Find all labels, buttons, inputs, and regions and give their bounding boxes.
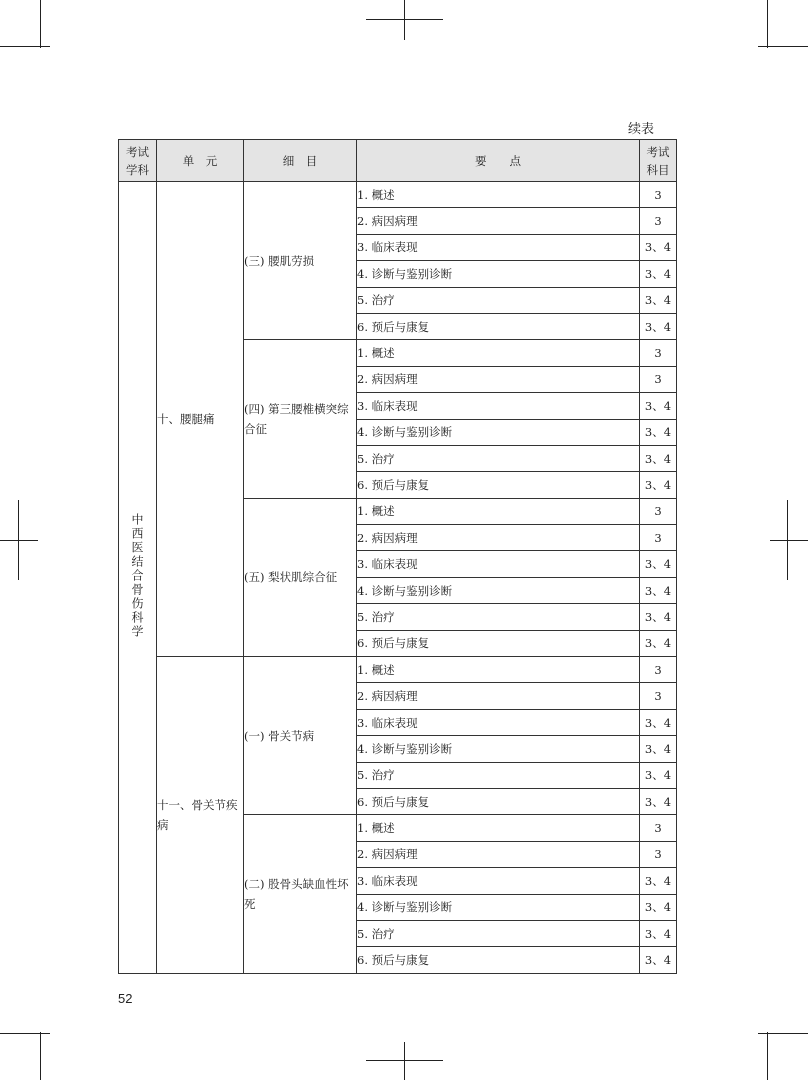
exam-code-cell: 3、4 <box>640 947 677 973</box>
table-body <box>119 182 677 974</box>
exam-code-cell: 3、4 <box>640 604 677 630</box>
point-cell: 2. 病因病理 <box>357 683 640 709</box>
unit-cell: 十一、骨关节疾病 <box>157 657 244 974</box>
header-unit: 单 元 <box>157 140 244 182</box>
exam-code-cell: 3、4 <box>640 630 677 656</box>
point-cell: 6. 预后与康复 <box>357 472 640 498</box>
unit-cell: 十、腰腿痛 <box>157 182 244 657</box>
syllabus-table <box>118 139 677 974</box>
point-cell: 5. 治疗 <box>357 287 640 313</box>
exam-code-cell: 3、4 <box>640 419 677 445</box>
exam-code-cell: 3、4 <box>640 261 677 287</box>
table-row <box>119 182 677 208</box>
exam-code-cell: 3、4 <box>640 445 677 471</box>
exam-code-cell: 3 <box>640 815 677 841</box>
exam-code-cell: 3 <box>640 340 677 366</box>
point-cell: 6. 预后与康复 <box>357 788 640 814</box>
continued-label: 续表 <box>628 122 655 137</box>
header-point: 要 点 <box>357 140 640 182</box>
point-cell: 4. 诊断与鉴别诊断 <box>357 577 640 603</box>
exam-code-cell: 3 <box>640 182 677 208</box>
exam-code-cell: 3 <box>640 498 677 524</box>
point-cell: 2. 病因病理 <box>357 525 640 551</box>
point-cell: 1. 概述 <box>357 657 640 683</box>
header-subject: 考试 学科 <box>119 140 157 182</box>
header-exam-code: 考试 科目 <box>640 140 677 182</box>
point-cell: 6. 预后与康复 <box>357 313 640 339</box>
exam-code-cell: 3、4 <box>640 788 677 814</box>
exam-code-cell: 3、4 <box>640 709 677 735</box>
subject-cell <box>119 182 157 974</box>
exam-code-cell: 3、4 <box>640 393 677 419</box>
point-cell: 6. 预后与康复 <box>357 947 640 973</box>
item-cell: (三) 腰肌劳损 <box>244 182 357 340</box>
point-cell: 4. 诊断与鉴别诊断 <box>357 419 640 445</box>
point-cell: 4. 诊断与鉴别诊断 <box>357 261 640 287</box>
point-cell: 3. 临床表现 <box>357 868 640 894</box>
exam-code-cell: 3 <box>640 366 677 392</box>
item-cell: (二) 股骨头缺血性坏死 <box>244 815 357 973</box>
point-cell: 3. 临床表现 <box>357 234 640 260</box>
exam-code-cell: 3 <box>640 841 677 867</box>
exam-code-cell: 3、4 <box>640 472 677 498</box>
exam-code-cell: 3、4 <box>640 868 677 894</box>
header-item: 细 目 <box>244 140 357 182</box>
point-cell: 2. 病因病理 <box>357 841 640 867</box>
exam-code-cell: 3、4 <box>640 762 677 788</box>
point-cell: 5. 治疗 <box>357 445 640 471</box>
item-cell: (四) 第三腰椎横突综合征 <box>244 340 357 498</box>
exam-code-cell: 3 <box>640 525 677 551</box>
exam-code-cell: 3、4 <box>640 894 677 920</box>
point-cell: 3. 临床表现 <box>357 551 640 577</box>
exam-code-cell: 3、4 <box>640 736 677 762</box>
exam-code-cell: 3、4 <box>640 313 677 339</box>
point-cell: 4. 诊断与鉴别诊断 <box>357 736 640 762</box>
point-cell: 1. 概述 <box>357 182 640 208</box>
exam-code-cell: 3、4 <box>640 234 677 260</box>
table-row <box>119 657 677 683</box>
point-cell: 6. 预后与康复 <box>357 630 640 656</box>
page-number: 52 <box>118 991 133 1006</box>
exam-code-cell: 3 <box>640 208 677 234</box>
point-cell: 5. 治疗 <box>357 762 640 788</box>
point-cell: 4. 诊断与鉴别诊断 <box>357 894 640 920</box>
point-cell: 2. 病因病理 <box>357 208 640 234</box>
point-cell: 5. 治疗 <box>357 604 640 630</box>
point-cell: 1. 概述 <box>357 340 640 366</box>
exam-code-cell: 3、4 <box>640 287 677 313</box>
point-cell: 3. 临床表现 <box>357 709 640 735</box>
item-cell: (一) 骨关节病 <box>244 657 357 815</box>
point-cell: 3. 临床表现 <box>357 393 640 419</box>
point-cell: 5. 治疗 <box>357 920 640 946</box>
exam-code-cell: 3 <box>640 683 677 709</box>
point-cell: 1. 概述 <box>357 498 640 524</box>
exam-code-cell: 3 <box>640 657 677 683</box>
point-cell: 2. 病因病理 <box>357 366 640 392</box>
subject-name: 中西医结合骨伤科学 <box>130 512 144 639</box>
exam-code-cell: 3、4 <box>640 920 677 946</box>
exam-code-cell: 3、4 <box>640 577 677 603</box>
item-cell: (五) 梨状肌综合征 <box>244 498 357 656</box>
point-cell: 1. 概述 <box>357 815 640 841</box>
table-header-row <box>119 140 677 182</box>
exam-code-cell: 3、4 <box>640 551 677 577</box>
